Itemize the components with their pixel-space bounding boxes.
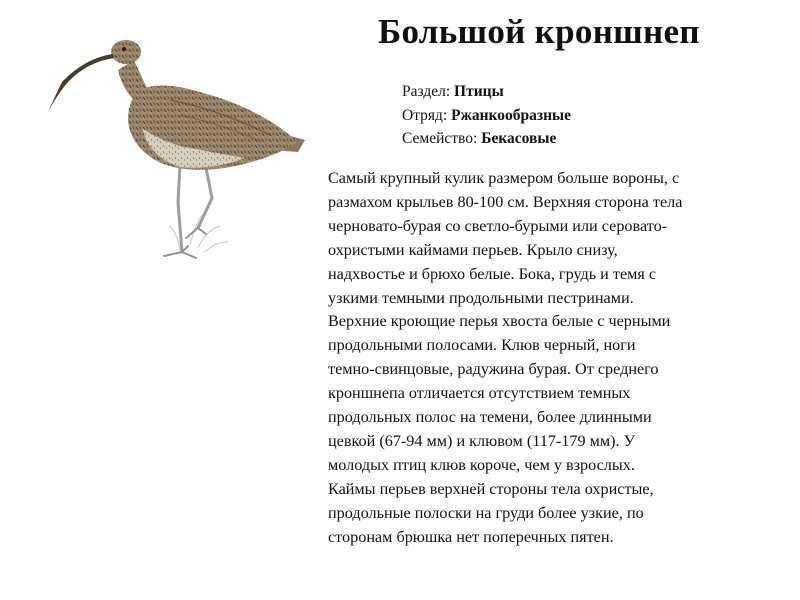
description-line: размахом крыльев 80-100 см. Верхняя сторона тела	[328, 192, 683, 211]
description-line: цевкой (67-94 мм) и клювом (117-179 мм). У	[328, 431, 636, 450]
taxonomy-row-order	[402, 104, 571, 128]
taxonomy-row-section	[402, 80, 571, 104]
description-line: узкими темными продольными пестринами.	[328, 288, 634, 307]
description-line: сторонам брюшка нет поперечных пятен.	[328, 527, 614, 546]
description-line: черновато-бурая со светло-бурыми или серовато-	[328, 216, 668, 235]
description-line: Верхние кроющие перья хвоста белые с черными	[328, 312, 671, 331]
description-line: темно-свинцовые, радужина бурая. От среднего	[328, 360, 659, 379]
taxonomy-value: Бекасовые	[481, 130, 557, 147]
description-line: охристыми каймами перьев. Крыло снизу,	[328, 240, 618, 259]
description-line: продольные полоски на груди более узкие, по	[328, 503, 644, 522]
taxonomy-label: Семейство:	[402, 130, 478, 147]
curlew-bird-illustration	[30, 30, 320, 275]
taxonomy-value: Птицы	[454, 83, 504, 100]
description-line: продольных полос на темени, более длинными	[328, 408, 652, 427]
description-line: кроншнепа отличается отсутствием темных	[328, 384, 631, 403]
taxonomy-block	[402, 80, 571, 151]
description-line: надхвостье и брюхо белые. Бока, грудь и темя с	[328, 264, 657, 283]
taxonomy-label: Раздел:	[402, 83, 451, 100]
description-line: продольными полосами. Клюв черный, ноги	[328, 336, 636, 355]
page-title: Большой кроншнеп	[378, 12, 700, 51]
description-line: Каймы перьев верхней стороны тела охристые,	[328, 479, 654, 498]
taxonomy-value: Ржанкообразные	[451, 106, 571, 124]
description-line: молодых птиц клюв короче, чем у взрослых.	[328, 455, 635, 474]
description-line: Самый крупный кулик размером больше вороны, с	[328, 169, 680, 187]
taxonomy-row-family	[402, 127, 571, 151]
taxonomy-label: Отряд:	[402, 106, 448, 124]
species-description	[328, 167, 778, 550]
